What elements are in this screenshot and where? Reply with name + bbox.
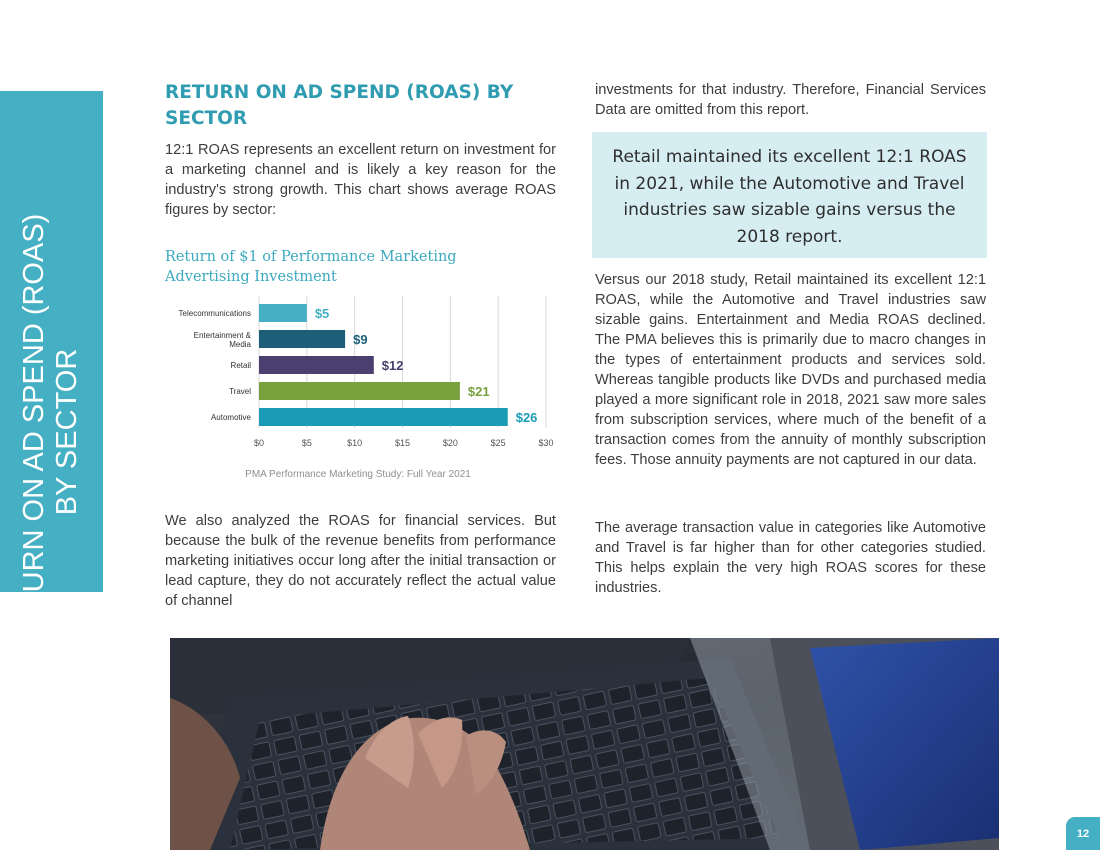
x-tick-label: $30 <box>538 438 554 448</box>
category-label: Telecommunications <box>178 309 251 318</box>
pull-quote-text: Retail maintained its excellent 12:1 ROAS in 2021, while the Automotive and Travel industries saw sizable gains versus the 2018 report. <box>612 147 967 247</box>
laptop-photo-illustration <box>170 638 999 850</box>
category-label: Retail <box>230 361 251 370</box>
bar <box>259 408 508 426</box>
laptop-typing-photo <box>170 638 999 850</box>
category-label: Automotive <box>210 413 251 422</box>
data-label: $12 <box>381 358 404 373</box>
x-tick-label: $5 <box>301 438 312 448</box>
data-label: $9 <box>353 332 368 347</box>
section-side-tab <box>0 91 103 651</box>
chart-source: PMA Performance Marketing Study: Full Year 2021 <box>245 469 471 480</box>
section-heading: RETURN ON AD SPEND (ROAS) BY SECTOR <box>165 82 514 129</box>
x-tick-label: $15 <box>394 438 411 448</box>
chart-title: Return of $1 of Performance Marketing Advertising Investment <box>165 249 457 285</box>
category-label: Travel <box>229 387 251 396</box>
page-number-badge: 12 <box>1066 817 1100 850</box>
x-tick-label: $0 <box>253 438 265 448</box>
x-tick-label: $10 <box>347 438 363 448</box>
body-paragraph-1: Versus our 2018 study, Retail maintained its excellent 12:1 ROAS, while the Automotive and Travel industries saw sizable gains. Entertainment and Media ROAS declined. The PMA believes this is primarily due to macro changes in the types of entertainment products and services sold. Whereas tangible products like DVDs and purchased media played a more significant role in 2018, 2021 saw more sales from subscription services, where much of the benefit of a transaction comes from the annuity of monthly subscription fees. Those annuity payments are not captured in our data. <box>595 272 986 468</box>
data-label: $5 <box>314 306 330 321</box>
intro-paragraph: 12:1 ROAS represents an excellent return on investment for a marketing channel and is likely a key reason for the industry's strong growth. This chart shows average ROAS figures by sector: <box>165 142 556 218</box>
financial-paragraph-continued: investments for that industry. Therefore, Financial Services Data are omitted from this report. <box>595 82 986 118</box>
bar <box>259 330 345 348</box>
data-label: $26 <box>515 410 538 425</box>
bar <box>259 356 374 374</box>
section-side-title: RETURN ON AD SPEND (ROAS) BY SECTOR <box>18 213 83 651</box>
financial-paragraph-start: We also analyzed the ROAS for financial services. But because the bulk of the revenue benefits from performance marketing initiatives occur long after the initial transaction or lead capture, they do not accurately reflect the actual value of channel <box>165 513 556 609</box>
data-label: $21 <box>467 384 490 399</box>
bar <box>259 382 460 400</box>
category-label: Entertainment & Media <box>193 331 251 349</box>
x-tick-label: $20 <box>442 438 458 448</box>
bar <box>259 304 307 322</box>
roas-bar-chart <box>165 292 560 454</box>
pull-quote-box <box>592 132 987 258</box>
x-tick-label: $25 <box>490 438 506 448</box>
body-paragraph-2: The average transaction value in categories like Automotive and Travel is far higher than for other categories studied. This helps explain the very high ROAS scores for these industries. <box>595 520 986 596</box>
